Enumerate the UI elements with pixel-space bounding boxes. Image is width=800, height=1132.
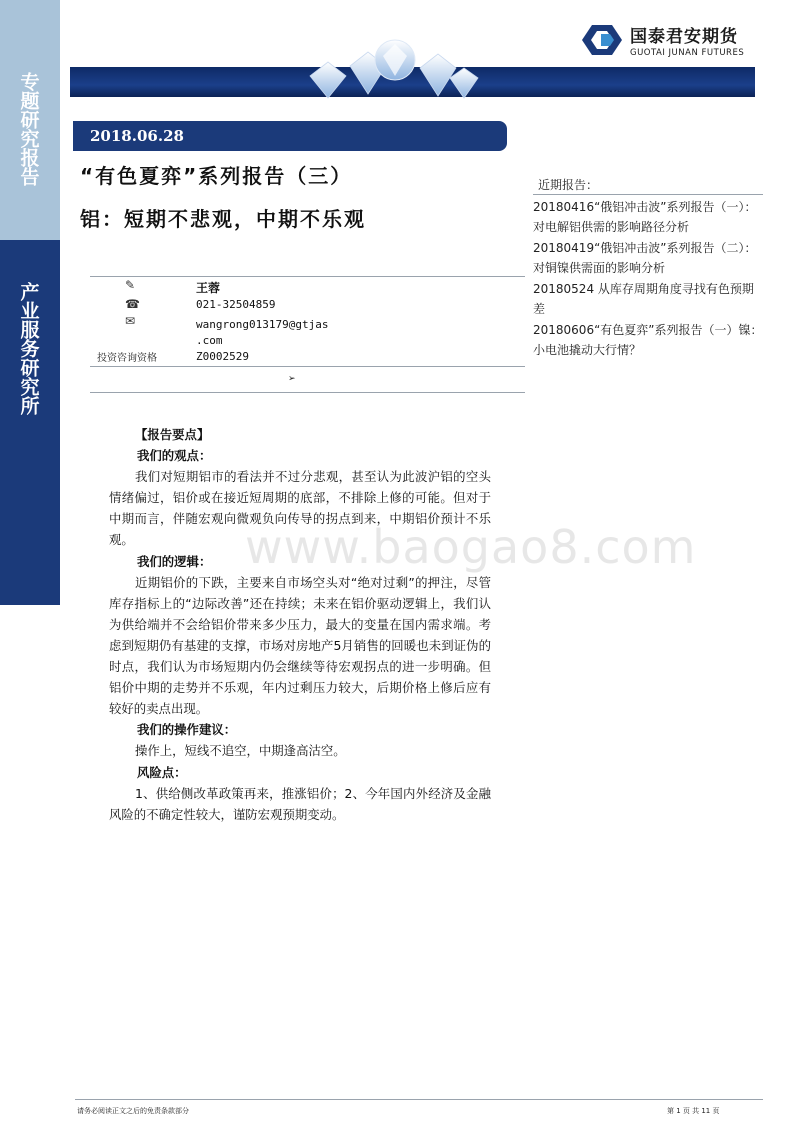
author-phone: 021-32504859 [196,298,276,311]
report-main-title: 铝：短期不悲观，中期不乐观 [80,207,366,231]
logo-mark-icon [580,23,624,57]
mail-icon: ✉ [125,314,136,328]
recent-reports-heading: 近期报告： [538,178,599,192]
advice-paragraph: 操作上，短线不追空，中期逢高沽空。 [135,743,346,759]
author-email-cont[interactable]: .com [196,334,223,347]
divider-footer [75,1099,763,1100]
recent-report-item[interactable]: 20180524 从库存周期角度寻找有色预期差 [533,282,754,316]
divider-top [90,276,525,277]
divider-bottom [90,392,525,393]
footer-disclaimer: 请务必阅读正文之后的免责条款部分 [77,1107,189,1115]
report-summary [109,424,491,825]
author-name: 王蓉 [196,281,221,295]
watermark: www.baogao8.com [245,520,697,574]
author-email[interactable]: wangrong013179@gtjas [196,318,329,331]
bullet-arrow-icon: ➢ [288,374,296,384]
key-points-heading: 【报告要点】 [135,427,210,442]
logic-paragraph: 近期铝价的下跌，主要来自市场空头对“绝对过剩”的押注，尽管库存指标上的“边际改善”还在持续；未来在铝价驱动逻辑上，我们认为供给端并不会给铝价带来多少压力，最大的变量在国内需求端。考虑到短期仍有基建的支撑，市场对房地产5月销售的回暖也未到证伪的时点，我们认为市场短期内仍会继续等待宏观拐点的进一步明确。但铝价中期的走势并不乐观，年内过剩压力较大，后期价格上修后应有较好的卖点出现。 [109,574,491,717]
footer-page-number: 第 1 页 共 11 页 [667,1107,720,1115]
pen-icon: ✎ [125,278,136,292]
diamond-decoration-icon [290,36,490,100]
sidebar-bottom-label: 产业服务研究所 [17,282,40,415]
phone-icon: ☎ [125,297,140,311]
risk-paragraph: 1、供给侧改革政策再来，推涨铝价；2、今年国内外经济及金融风险的不确定性较大，谨防宏观预期变动。 [109,785,491,822]
brand-name-cn: 国泰君安期货 [630,27,738,47]
sidebar-top-label: 专题研究报告 [17,72,40,186]
report-series-title: “有色夏弈”系列报告（三） [80,164,353,188]
divider-mid [90,366,525,367]
report-date: 2018.06.28 [90,127,184,145]
brand-name-en: GUOTAI JUNAN FUTURES [630,48,745,58]
advice-heading: 我们的操作建议： [137,722,237,738]
logic-heading: 我们的逻辑： [137,553,212,569]
view-heading: 我们的观点： [137,448,212,464]
qualification-label: 投资咨询资格 [97,353,157,364]
qualification-id: Z0002529 [196,350,249,363]
recent-report-item[interactable]: 20180416“俄铝冲击波”系列报告（一）：对电解铝供需的影响路径分析 [533,200,757,234]
recent-report-item[interactable]: 20180606“有色夏弈”系列报告（一）镍：小电池撬动大行情？ [533,323,763,357]
recent-report-item[interactable]: 20180419“俄铝冲击波”系列报告（二）：对铜镍供需面的影响分析 [533,241,757,275]
divider-recent [533,194,763,195]
view-paragraph: 我们对短期铝市的看法并不过分悲观，甚至认为此波沪铝的空头情绪偏过，铝价或在接近短周期的底部，不排除上修的可能。但对于中期而言，伴随宏观向微观负向传导的拐点到来，中期铝价预计不乐观。 [109,469,491,548]
brand-logo [580,22,755,58]
risk-heading: 风险点： [137,764,187,780]
